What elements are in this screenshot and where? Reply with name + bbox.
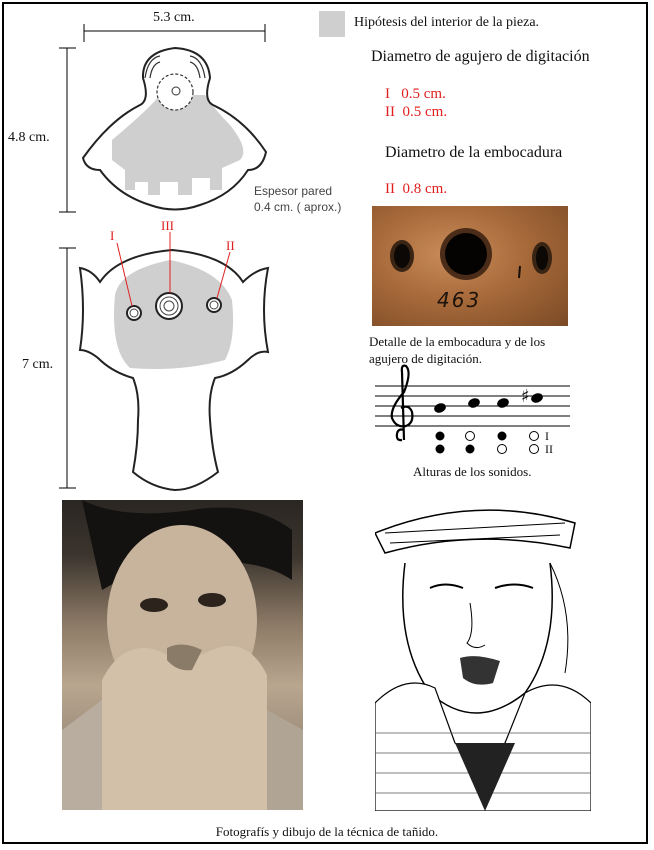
player-photograph-figure	[62, 500, 303, 810]
finger-hole-row-2-label: II	[385, 104, 395, 120]
fingering-row-ii-label: II	[545, 442, 553, 456]
player-drawing-figure	[375, 493, 591, 811]
wall-thickness-line1: Espesor pared	[254, 184, 333, 198]
finger-hole-row-1-label: I	[385, 86, 390, 102]
detail-photo-number: 463	[437, 288, 482, 312]
height-bottom-dimension-label: 7 cm.	[22, 357, 54, 372]
wall-thickness-line2: 0.4 cm. ( aprox.)	[254, 200, 342, 214]
hole-label-iii: III	[161, 218, 174, 233]
bottom-caption: Fotografís y dibujo de la técnica de tañido.	[215, 824, 439, 839]
mouthpiece-title: Diametro de la embocadura	[385, 144, 563, 161]
legend-label: Hipótesis del interior de la pieza.	[354, 15, 540, 30]
height-top-dimension-label: 4.8 cm.	[8, 130, 50, 145]
player-drawing	[375, 493, 591, 811]
fingering-row-i-label: I	[545, 429, 549, 443]
player-photograph	[62, 500, 303, 810]
hole-label-ii: II	[226, 238, 235, 253]
detail-caption-line2: agujero de digitación.	[369, 351, 482, 366]
finger-hole-row-1-value: 0.5 cm.	[401, 86, 446, 102]
detail-caption-line1: Detalle de la embocadura y de los	[369, 334, 546, 349]
hole-label-i: I	[110, 228, 115, 243]
notation-caption: Alturas de los sonidos.	[413, 464, 532, 479]
mouthpiece-row-1-label: II	[385, 181, 395, 197]
width-dimension-label: 5.3 cm.	[153, 10, 195, 25]
mouthpiece-row-1-value: 0.8 cm.	[402, 181, 448, 197]
sharp-sign: ♯	[521, 386, 530, 407]
finger-hole-title: Diametro de agujero de digitación	[371, 48, 590, 65]
finger-hole-row-2-value: 0.5 cm.	[402, 104, 448, 120]
